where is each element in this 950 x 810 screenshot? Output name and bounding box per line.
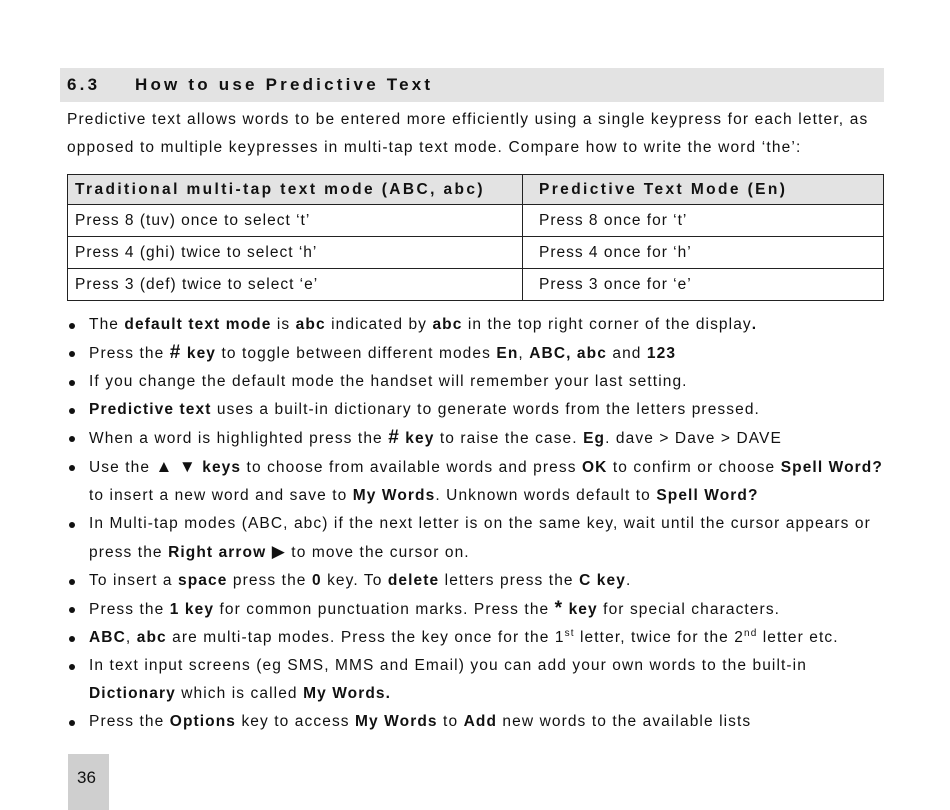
table-row xyxy=(68,205,884,237)
up-arrow-icon: ▲ xyxy=(155,457,174,476)
section-number: 6.3 xyxy=(67,75,101,94)
table-header-row xyxy=(68,175,884,205)
list-item: In text input screens (eg SMS, MMS and Email) you can add your own words to the built-in Dictionary which is called My Words. xyxy=(67,652,885,708)
list-item: When a word is highlighted press the # key to raise the case. Eg. dave > Dave > DAVE xyxy=(67,424,885,453)
list-item: Predictive text uses a built-in dictionary to generate words from the letters pressed. xyxy=(67,396,885,424)
page-number-box xyxy=(68,754,109,810)
section-title: How to use Predictive Text xyxy=(135,75,434,94)
table-header-multitap: Traditional multi-tap text mode (ABC, abc) xyxy=(68,175,523,205)
table-cell: Press 4 (ghi) twice to select ‘h’ xyxy=(68,237,523,269)
list-item: Press the Options key to access My Words to Add new words to the available lists xyxy=(67,708,885,736)
list-item: Press the 1 key for common punctuation marks. Press the * key for special characters. xyxy=(67,595,885,624)
hash-key-icon: # xyxy=(388,427,400,448)
table-cell: Press 3 (def) twice to select ‘e’ xyxy=(68,269,523,301)
table-row xyxy=(68,269,884,301)
list-item: The default text mode is abc indicated by abc in the top right corner of the display. xyxy=(67,311,885,339)
table-cell: Press 3 once for ‘e’ xyxy=(523,269,884,301)
list-item: Use the ▲ ▼ keys to choose from available words and press OK to confirm or choose Spell Word? to insert a new word and save to My Words. Unknown words default to Spell Word? xyxy=(67,453,885,510)
star-key-icon: * xyxy=(554,598,564,619)
list-item: Press the # key to toggle between different modes En, ABC, abc and 123 xyxy=(67,339,885,368)
table-cell: Press 8 (tuv) once to select ‘t’ xyxy=(68,205,523,237)
down-arrow-icon: ▼ xyxy=(178,457,197,476)
hash-key-icon: # xyxy=(169,342,182,363)
list-item: ABC, abc are multi-tap modes. Press the key once for the 1st letter, twice for the 2nd letter etc. xyxy=(67,624,885,652)
table-cell: Press 4 once for ‘h’ xyxy=(523,237,884,269)
right-arrow-icon: ▶ xyxy=(271,542,286,561)
page-number: 36 xyxy=(77,768,96,787)
table-row xyxy=(68,237,884,269)
tips-list xyxy=(67,311,885,736)
list-item: In Multi-tap modes (ABC, abc) if the next letter is on the same key, wait until the cursor appears or press the Right arrow ▶ to move the cursor on. xyxy=(67,510,885,567)
list-item: If you change the default mode the handset will remember your last setting. xyxy=(67,368,885,396)
list-item: To insert a space press the 0 key. To delete letters press the C key. xyxy=(67,567,885,595)
section-heading xyxy=(60,68,884,102)
intro-paragraph: Predictive text allows words to be entered more efficiently using a single keypress for each letter, as opposed to multiple keypresses in multi-tap text mode. Compare how to write the word ‘the’: xyxy=(67,111,869,156)
table-header-predictive: Predictive Text Mode (En) xyxy=(523,175,884,205)
comparison-table xyxy=(67,174,884,301)
table-cell: Press 8 once for ‘t’ xyxy=(523,205,884,237)
